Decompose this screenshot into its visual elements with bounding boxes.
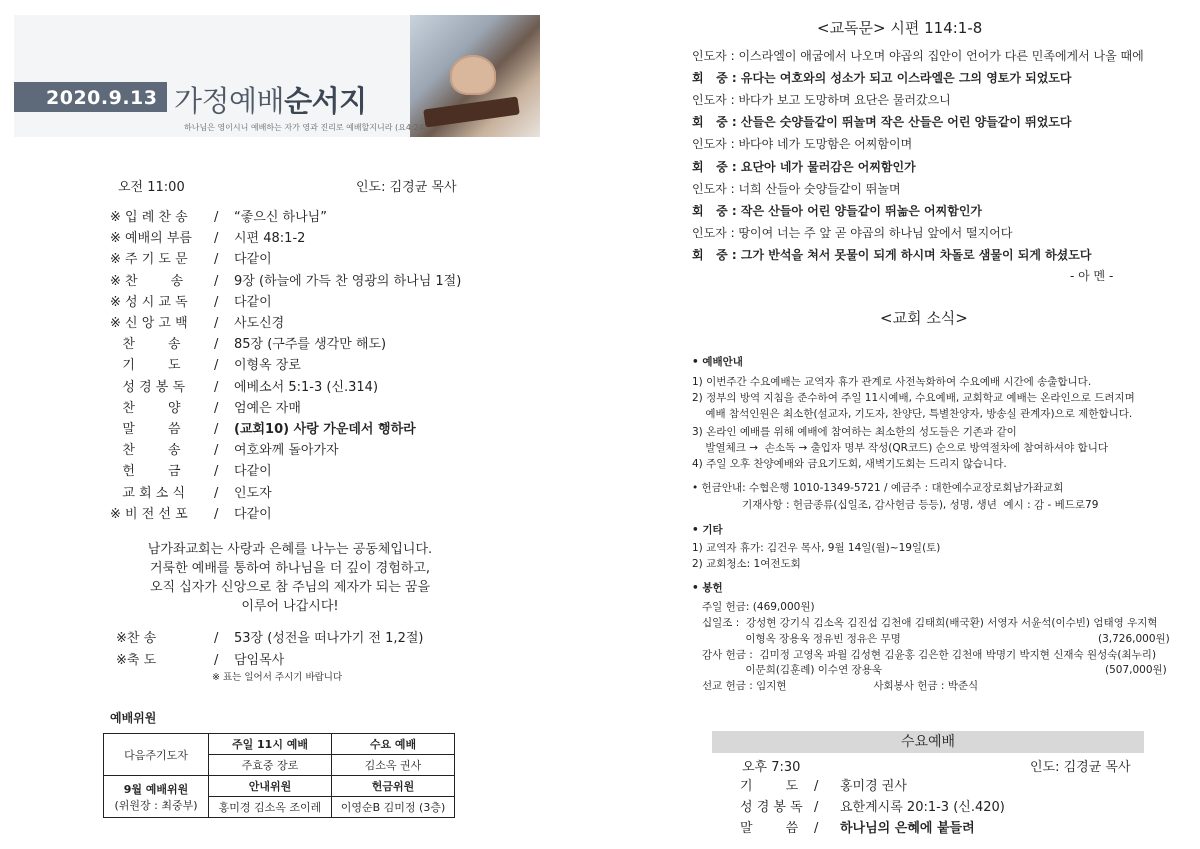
order-value: 다같이 <box>234 252 272 268</box>
order-item <box>110 354 301 373</box>
order-key: 찬 송 <box>110 337 181 353</box>
order-value: “좋으신 하나님” <box>234 210 327 225</box>
order-value: 인도자 <box>234 485 272 501</box>
order-item <box>110 291 272 310</box>
news-line: • 봉헌 <box>692 582 723 594</box>
news-line: 1) 이번주간 수요예배는 교역자 휴가 관계로 사전녹화하여 수요예배 시간에 송출합니다. <box>692 376 1092 388</box>
bulletin-date: 2020.9.13 <box>46 87 158 109</box>
order-key: 찬 양 <box>110 400 181 416</box>
reading-line: 인도자 : 이스라엘이 애굽에서 나오며 야곱의 집안이 언어가 다른 민족에게서 나올 때에 <box>692 49 1144 63</box>
amen: - 아 멘 - <box>1070 269 1114 283</box>
ushers: 홍미경 김소옥 조이레 <box>209 797 332 818</box>
order-item <box>110 227 305 246</box>
order-value: 다같이 <box>234 506 272 522</box>
news-line: 선교 헌금 : 임지현 사회봉사 헌금 : 박준식 <box>692 680 979 692</box>
separator: / <box>214 400 219 416</box>
church-news-title: <교회 소식> <box>880 309 968 327</box>
separator: / <box>214 422 219 437</box>
order-value: 사도신경 <box>234 316 285 331</box>
header-banner <box>14 15 540 137</box>
separator: / <box>814 800 819 815</box>
wednesday-key: 말 씀 <box>740 821 799 836</box>
order-key: ※ 성 시 교 독 <box>110 294 188 310</box>
wednesday-value: 하나님의 은혜에 붙들려 <box>840 821 975 836</box>
sunday-prayer: 주효중 장로 <box>209 755 332 776</box>
news-line: 이형옥 장용욱 정유빈 정유은 무명 <box>692 633 901 645</box>
order-value: (교회10) 사랑 가운데서 행하라 <box>234 422 416 437</box>
order-item <box>110 333 386 352</box>
order-item <box>110 206 327 225</box>
news-line: 2) 교회청소: 1여전도회 <box>692 558 801 570</box>
committee-heading: 예배위원 <box>110 711 157 725</box>
vision-statement <box>110 540 470 616</box>
usher-header: 안내위원 <box>209 776 332 797</box>
order-key: ※ 주 기 도 문 <box>110 252 188 268</box>
order-item <box>110 439 339 458</box>
wednesday-time: 오후 7:30 <box>742 760 801 775</box>
separator: / <box>214 379 219 395</box>
separator: / <box>214 653 219 668</box>
month-label: 9월 예배위원 <box>123 782 189 796</box>
separator: / <box>814 779 819 794</box>
closing-key: ※찬 송 <box>116 631 157 646</box>
news-line: 예배 참석인원은 최소한(설교자, 기도자, 찬양단, 특별찬양자, 방송실 관계자)으로 제한합니다. <box>692 408 1133 420</box>
separator: / <box>214 273 219 289</box>
separator: / <box>214 358 219 374</box>
order-item <box>110 418 416 437</box>
wednesday-key: 성 경 봉 독 <box>740 800 803 815</box>
order-key: ※ 신 앙 고 백 <box>110 316 188 331</box>
reading-line: 인도자 : 바다가 보고 도망하며 요단은 물러갔으니 <box>692 93 951 108</box>
closing-hymn <box>116 627 423 646</box>
vision-line: 남가좌교회는 사랑과 은혜를 나누는 공동체입니다. <box>147 542 433 557</box>
order-value: 여호와께 돌아가자 <box>234 443 339 459</box>
order-value: 시편 48:1-2 <box>234 231 306 247</box>
order-item <box>110 312 284 331</box>
news-line: 3) 온라인 예배를 위해 예배에 참여하는 최소한의 성도들은 기존과 같이 <box>692 426 1017 438</box>
benediction <box>116 649 284 668</box>
order-item <box>110 482 272 501</box>
news-line: 감사 헌금 : 김미정 고영옥 파월 김성현 김윤홍 김은한 김천애 박명기 박지현 신재숙 원성숙(최누리) <box>692 649 1157 661</box>
wednesday-key: 기 도 <box>740 779 799 794</box>
committee-chair: (위원장 : 최중부) <box>114 798 198 812</box>
wednesday-leader: 인도: 김경균 목사 <box>1030 760 1131 775</box>
order-key: ※ 비 전 선 포 <box>110 506 188 522</box>
wednesday-value: 요한계시록 20:1-3 (신.420) <box>840 800 1005 815</box>
separator: / <box>214 337 219 353</box>
order-key: ※ 예배의 부름 <box>110 231 192 247</box>
reading-line: 회 중 : 작은 산들아 어린 양들같이 뛰놂은 어찌함인가 <box>692 203 983 218</box>
order-item <box>110 270 461 289</box>
order-key: ※ 찬 송 <box>110 273 184 289</box>
order-value: 9장 (하늘에 가득 찬 영광의 하나님 1절) <box>234 273 462 289</box>
news-line: • 헌금안내: 수협은행 1010-1349-5721 / 예금주 : 대한예수교장로회남가좌교회 <box>692 482 1064 494</box>
order-item <box>110 460 272 479</box>
reading-line: 회 중 : 산들은 숫양들같이 뛰놀며 작은 산들은 어린 양들같이 뛰었도다 <box>692 115 1072 130</box>
offering-committee: 이영순B 김미정 (3층) <box>332 797 455 818</box>
order-key: 기 도 <box>110 358 181 374</box>
news-line: 이문희(김훈례) 이수연 장용욱 <box>692 664 882 676</box>
bible-shape <box>423 96 520 127</box>
wednesday-header: 수요 예배 <box>332 734 455 755</box>
separator: / <box>214 631 219 646</box>
title-light: 가정예배 <box>174 84 285 118</box>
order-key: 교 회 소 식 <box>110 485 186 501</box>
wednesday-item <box>740 775 907 794</box>
offering-header: 헌금위원 <box>332 776 455 797</box>
closing-key: ※축 도 <box>116 653 157 668</box>
order-value: 다같이 <box>234 464 272 480</box>
order-item <box>110 248 272 267</box>
order-item <box>110 376 378 395</box>
service-leader: 인도: 김경균 목사 <box>356 180 457 195</box>
order-item <box>110 397 301 416</box>
order-value: 에베소서 5:1-3 (신.314) <box>234 379 379 395</box>
thanks-amount: (507,000원) <box>1105 664 1167 676</box>
news-line: • 기타 <box>692 524 723 536</box>
order-value: 엄예은 자매 <box>234 400 301 416</box>
vision-line: 오직 십자가 신앙으로 참 주님의 제자가 되는 꿈을 <box>149 580 431 595</box>
committee-table <box>103 733 455 818</box>
service-time: 오전 11:00 <box>118 180 185 195</box>
title-bold: 순서지 <box>284 84 367 118</box>
separator: / <box>214 506 219 522</box>
separator: / <box>214 316 219 331</box>
separator: / <box>214 464 219 480</box>
order-key: 말 씀 <box>110 422 181 437</box>
news-line: 발열체크 → 손소독 → 출입자 명부 작성(QR코드) 순으로 방역절차에 참여하셔야 합니다 <box>692 442 1108 454</box>
sunday-header: 주일 11시 예배 <box>209 734 332 755</box>
news-line: 십일조 : 강성현 강기식 김소옥 김진섭 김천애 김태희(배국환) 서영자 서윤석(이수빈) 엄태영 우지혁 <box>692 617 1158 629</box>
separator: / <box>214 252 219 268</box>
next-prayer-label: 다음주기도자 <box>104 734 209 776</box>
news-line: 주일 헌금: (469,000원) <box>692 601 815 613</box>
bulletin-title <box>174 79 367 120</box>
order-key: ※ 입 례 찬 송 <box>110 210 188 225</box>
responsive-reading-title: <교독문> 시편 114:1-8 <box>817 19 983 37</box>
praying-hands-photo <box>410 15 540 137</box>
bulletin-subtitle: 하나님은 영이시니 예배하는 자가 영과 진리로 예배할지니라 (요4:24) <box>184 123 427 132</box>
news-line: 2) 정부의 방역 지침을 준수하여 주일 11시예배, 수요예배, 교회학교 예배는 온라인으로 드려지며 <box>692 392 1135 404</box>
order-value: 85장 (구주를 생각만 해도) <box>234 337 387 353</box>
reading-line: 인도자 : 너희 산들아 숫양들같이 뛰놀며 <box>692 181 901 196</box>
standing-note: ※ 표는 일어서 주시기 바랍니다 <box>212 672 343 683</box>
separator: / <box>214 443 219 459</box>
order-value: 이형옥 장로 <box>234 358 301 374</box>
vision-line: 이루어 나갑시다! <box>241 599 339 614</box>
wednesday-value: 홍미경 권사 <box>840 779 907 794</box>
order-key: 찬 송 <box>110 443 181 459</box>
reading-line: 회 중 : 유다는 여호와의 성소가 되고 이스라엘은 그의 영토가 되었도다 <box>692 71 1072 86</box>
separator: / <box>814 821 819 836</box>
order-key: 성 경 봉 독 <box>110 379 186 395</box>
month-committee <box>104 776 209 818</box>
wednesday-service-bar: 수요예배 <box>712 731 1144 753</box>
news-line: 4) 주일 오후 찬양예배와 금요기도회, 새벽기도회는 드리지 않습니다. <box>692 458 1007 470</box>
news-line: • 예배안내 <box>692 356 743 368</box>
order-item <box>110 503 272 522</box>
separator: / <box>214 231 219 247</box>
order-key: 헌 금 <box>110 464 181 480</box>
tithe-amount: (3,726,000원) <box>1098 633 1170 645</box>
reading-line: 회 중 : 요단아 네가 물러감은 어찌함인가 <box>692 159 916 174</box>
separator: / <box>214 210 219 225</box>
wednesday-item <box>740 796 1005 815</box>
reading-line: 회 중 : 그가 반석을 쳐서 못물이 되게 하시며 차돌로 샘물이 되게 하셨도다 <box>692 247 1092 262</box>
closing-value: 53장 (성전을 떠나가기 전 1,2절) <box>234 631 424 646</box>
news-line: 기재사항 : 헌금종류(십일조, 감사헌금 등등), 성명, 생년 예시 : 감 - 베드로79 <box>692 499 1099 511</box>
order-value: 다같이 <box>234 294 272 310</box>
vision-line: 거룩한 예배를 통하여 하나님을 더 깊이 경험하고, <box>149 561 431 576</box>
hands-shape <box>450 55 496 95</box>
closing-value: 담임목사 <box>234 653 285 668</box>
reading-line: 인도자 : 땅이여 너는 주 앞 곧 야곱의 하나님 앞에서 떨지어다 <box>692 225 1013 240</box>
news-line: 1) 교역자 휴가: 김건우 목사, 9월 14일(월)~19일(토) <box>692 542 941 554</box>
wednesday-prayer: 김소옥 권사 <box>332 755 455 776</box>
separator: / <box>214 485 219 501</box>
separator: / <box>214 294 219 310</box>
wednesday-item <box>740 817 975 836</box>
reading-line: 인도자 : 바다야 네가 도망함은 어찌함이며 <box>692 137 913 152</box>
